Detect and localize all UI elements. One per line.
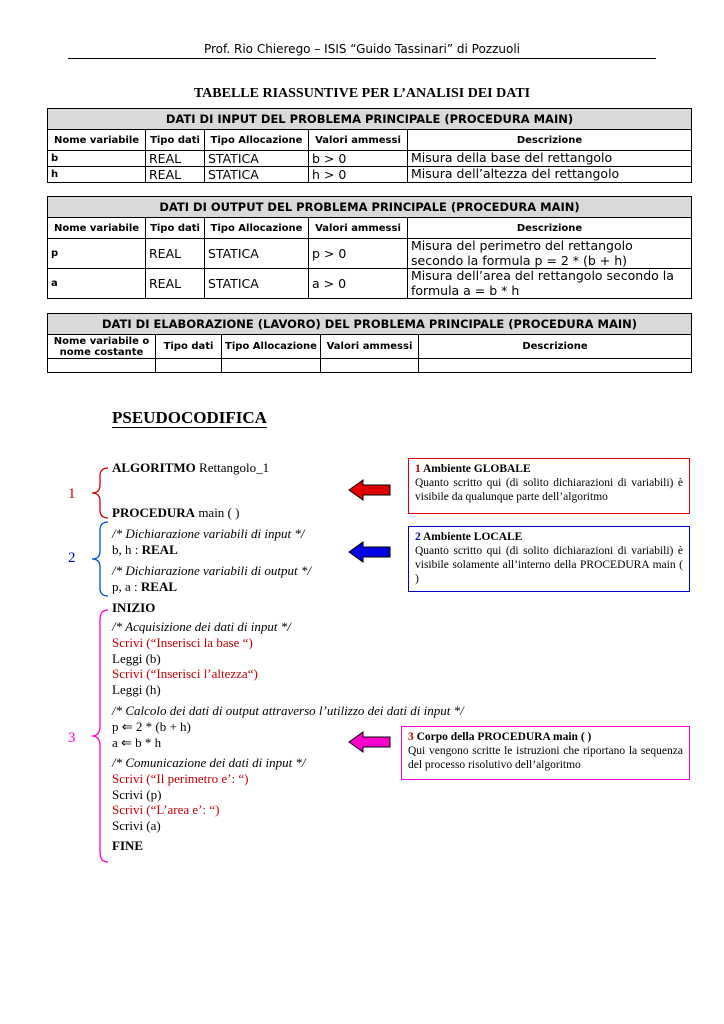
cell: REAL <box>146 239 205 269</box>
arrow-left-red-icon <box>349 480 391 500</box>
cell: Misura della base del rettangolo <box>408 151 692 167</box>
page-header: Prof. Rio Chierego – ISIS “Guido Tassinari” di Pozzuoli <box>203 42 521 56</box>
cell: REAL <box>146 151 205 167</box>
arrow-left-blue-icon <box>349 542 391 562</box>
table-row <box>48 269 692 299</box>
cell: b > 0 <box>309 151 408 167</box>
table-row <box>48 359 692 373</box>
code-line: Leggi (h) <box>112 682 161 697</box>
column-header: Valori ammessi <box>309 130 408 151</box>
inizio-keyword: INIZIO <box>112 600 156 615</box>
cell: REAL <box>146 269 205 299</box>
column-header: Tipo dati <box>146 130 205 151</box>
cell <box>419 359 692 373</box>
table-row <box>48 151 692 167</box>
output-table <box>47 196 692 299</box>
cell: Misura dell’area del rettangolo secondo la formula a = b * h <box>408 269 692 299</box>
column-header: Valori ammessi <box>309 218 408 239</box>
comment-line: /* Dichiarazione variabili di input */ <box>112 526 305 541</box>
comment-line: /* Acquisizione dei dati di input */ <box>112 619 291 634</box>
brace-2-icon <box>88 520 110 598</box>
code-line: Leggi (b) <box>112 651 161 666</box>
code-line: p ⇐ 2 * (b + h) <box>112 719 191 734</box>
code-line: Scrivi (“Il perimetro e’: “) <box>112 771 249 786</box>
cell: STATICA <box>205 151 309 167</box>
column-header: Tipo Allocazione <box>222 335 321 359</box>
column-header: Tipo Allocazione <box>205 130 309 151</box>
cell <box>48 359 156 373</box>
cell: h > 0 <box>309 167 408 183</box>
cell: REAL <box>146 167 205 183</box>
cell: STATICA <box>205 269 309 299</box>
table-caption: DATI DI ELABORAZIONE (LAVORO) DEL PROBLEMA PRINCIPALE (PROCEDURA MAIN) <box>48 314 692 335</box>
section-number-1: 1 <box>68 486 76 502</box>
cell: Misura del perimetro del rettangolo secondo la formula p = 2 * (b + h) <box>408 239 692 269</box>
section-number-3: 3 <box>68 730 76 746</box>
callout-box-local: 2 Ambiente LOCALE Quanto scritto qui (di solito dichiarazioni di variabili) è visibile solamente all’interno della PROCEDURA main ( ) <box>408 526 690 592</box>
column-header: Nome variabile <box>48 130 146 151</box>
table-row <box>48 239 692 269</box>
comment-line: /* Calcolo dei dati di output attraverso l’utilizzo dei dati di input */ <box>112 703 464 718</box>
cell: h <box>48 167 146 183</box>
table-caption: DATI DI OUTPUT DEL PROBLEMA PRINCIPALE (PROCEDURA MAIN) <box>48 197 692 218</box>
cell <box>156 359 222 373</box>
column-header: Nome variabile <box>48 218 146 239</box>
declaration-line: p, a : REAL <box>112 579 178 594</box>
cell: STATICA <box>205 167 309 183</box>
column-header: Tipo dati <box>146 218 205 239</box>
declaration-line: b, h : REAL <box>112 542 178 557</box>
table-row <box>48 167 692 183</box>
procedura-line: PROCEDURA main ( ) <box>112 505 240 520</box>
algoritmo-line: ALGORITMO Rettangolo_1 <box>112 460 270 475</box>
code-line: Scrivi (“Inserisci l’altezza“) <box>112 666 258 681</box>
brace-1-icon <box>88 466 110 520</box>
column-header: Tipo Allocazione <box>205 218 309 239</box>
cell: b <box>48 151 146 167</box>
brace-3-icon <box>88 608 110 864</box>
code-line: Scrivi (a) <box>112 818 161 833</box>
cell: p > 0 <box>309 239 408 269</box>
code-line: a ⇐ b * h <box>112 735 162 750</box>
header-rule <box>68 58 656 59</box>
column-header: Descrizione <box>408 130 692 151</box>
code-line: Scrivi (p) <box>112 787 162 802</box>
page-title: TABELLE RIASSUNTIVE PER L’ANALISI DEI DATI <box>193 86 531 101</box>
column-header: Nome variabile o nome costante <box>48 335 156 359</box>
column-header: Valori ammessi <box>321 335 419 359</box>
cell: STATICA <box>205 239 309 269</box>
code-line: Scrivi (“Inserisci la base “) <box>112 635 253 650</box>
work-table <box>47 313 692 373</box>
comment-line: /* Comunicazione dei dati di input */ <box>112 755 306 770</box>
cell <box>321 359 419 373</box>
input-table <box>47 108 692 183</box>
column-header: Descrizione <box>408 218 692 239</box>
cell: a > 0 <box>309 269 408 299</box>
column-header: Tipo dati <box>156 335 222 359</box>
callout-box-body: 3 Corpo della PROCEDURA main ( ) Qui vengono scritte le istruzioni che riportano la sequenza del processo risolutivo dell’algoritmo <box>401 726 690 780</box>
arrow-left-magenta-icon <box>349 732 391 752</box>
cell: a <box>48 269 146 299</box>
column-header: Descrizione <box>419 335 692 359</box>
cell: p <box>48 239 146 269</box>
table-caption: DATI DI INPUT DEL PROBLEMA PRINCIPALE (PROCEDURA MAIN) <box>48 109 692 130</box>
code-line: Scrivi (“L’area e’: “) <box>112 802 220 817</box>
cell <box>222 359 321 373</box>
fine-keyword: FINE <box>112 838 144 853</box>
callout-box-global: 1 Ambiente GLOBALE Quanto scritto qui (di solito dichiarazioni di variabili) è visibile da qualunque parte dell’algoritmo <box>408 458 690 514</box>
comment-line: /* Dichiarazione variabili di output */ <box>112 563 311 578</box>
pseudocode-heading: PSEUDOCODIFICA <box>112 408 267 427</box>
section-number-2: 2 <box>68 550 76 566</box>
cell: Misura dell’altezza del rettangolo <box>408 167 692 183</box>
